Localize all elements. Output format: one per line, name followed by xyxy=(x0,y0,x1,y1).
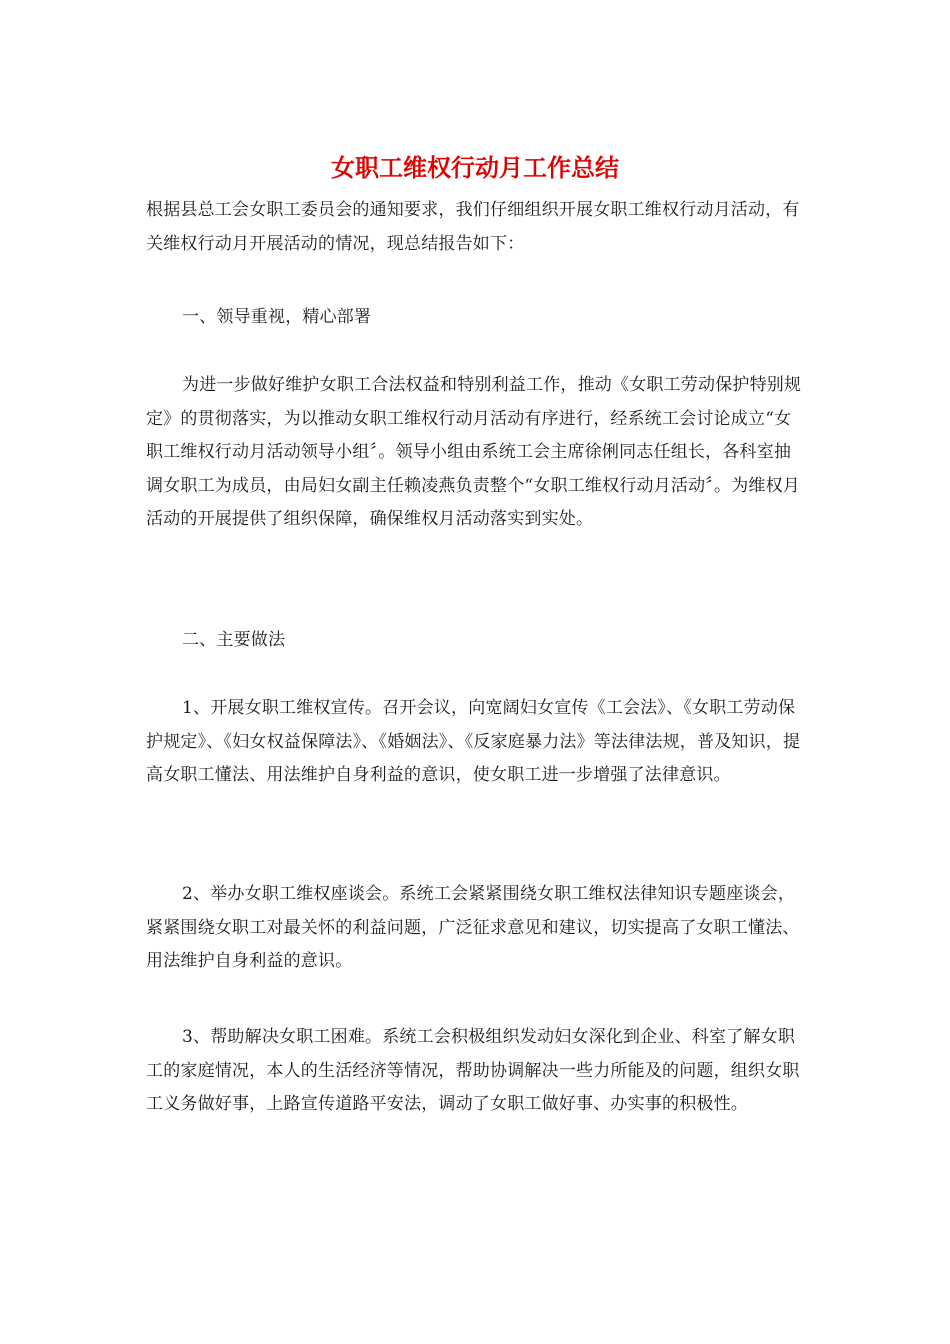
section-1-paragraph: 为进一步做好维护女职工合法权益和特别利益工作，推动《女职工劳动保护特别规定》的贯彻落实，为以推动女职工维权行动月活动有序进行，经系统工会讨论成立“女职工维权行动月活动领导小组〞。领导小组由系统工会主席徐俐同志任组长，各科室抽调女职工为成员，由局妇女副主任赖凌燕负责整个“女职工维权行动月活动〞。为维权月活动的开展提供了组织保障，确保维权月活动落实到实处。 xyxy=(146,375,802,530)
section-heading-2: 二、主要做法 xyxy=(182,630,286,650)
item-1-paragraph: 1、开展女职工维权宣传。召开会议，向宽阔妇女宣传《工会法》、《女职工劳动保护规定》、《妇女权益保障法》、《婚姻法》、《反家庭暴力法》等法律法规，普及知识，提高女职工懂法、用法维护自身利益的意识，使女职工进一步增强了法律意识。 xyxy=(146,698,801,786)
item-2-paragraph: 2、举办女职工维权座谈会。系统工会紧紧围绕女职工维权法律知识专题座谈会，紧紧围绕女职工对最关怀的利益问题，广泛征求意见和建议，切实提高了女职工懂法、用法维护自身利益的意识。 xyxy=(146,884,800,972)
document-title: 女职工维权行动月工作总结 xyxy=(331,153,619,182)
item-3-paragraph: 3、帮助解决女职工困难。系统工会积极组织发动妇女深化到企业、科室了解女职工的家庭情况，本人的生活经济等情况，帮助协调解决一些力所能及的问题，组织女职工义务做好事，上路宣传道路平安法，调动了女职工做好事、办实事的积极性。 xyxy=(146,1027,800,1115)
section-heading-1: 一、领导重视，精心部署 xyxy=(182,307,372,327)
intro-paragraph: 根据县总工会女职工委员会的通知要求，我们仔细组织开展女职工维权行动月活动，有关维权行动月开展活动的情况，现总结报告如下： xyxy=(146,200,800,254)
